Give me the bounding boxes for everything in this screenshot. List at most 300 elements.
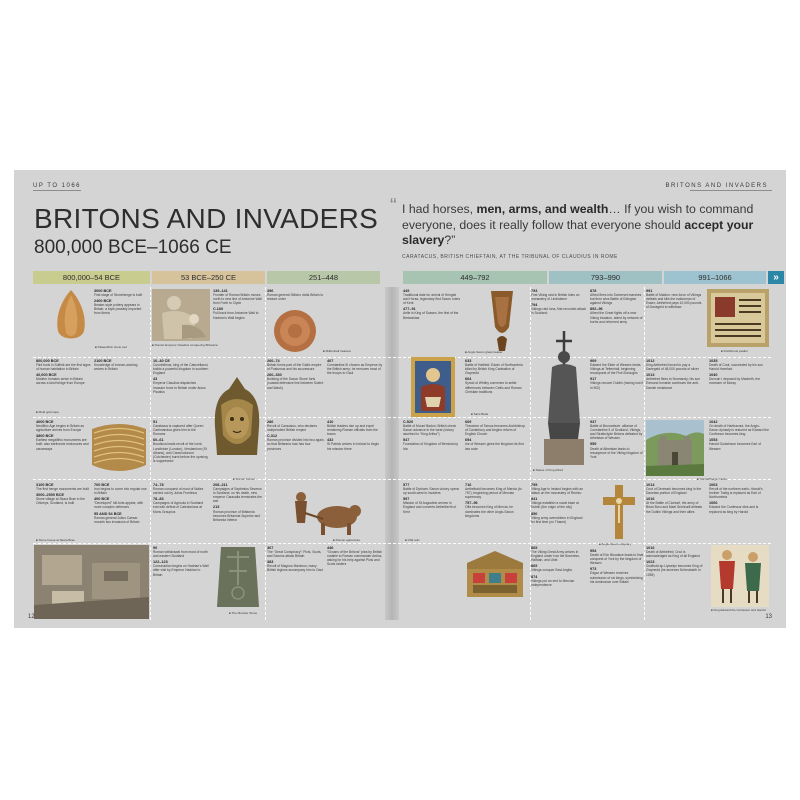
timeline-entry: [94, 359, 148, 371]
entry-text: At the Battle of Clontarf, the army of Brian Boru and Mael Sechnaill defeats the Dublin Vikings and their allies: [646, 501, 703, 514]
entry-text: Edgar of Wessex receives submission of six kings, symbolizing his dominance over Britain: [590, 571, 643, 584]
entry-text: Roman province divided into two again, so that Britannia now has four provinces: [267, 438, 325, 451]
timeline-entry: [646, 483, 704, 495]
entry-date: 260–330: [267, 373, 282, 378]
timeline-cell: [646, 289, 704, 353]
timeline-entry: [327, 438, 383, 450]
timeline-entry: [590, 359, 644, 375]
timeline-entry: [646, 373, 704, 389]
timeline-cell: [267, 420, 325, 478]
timeline-entry: [153, 546, 209, 558]
entry-text: Building of the Saxon Shore forts (coastal defensive line between Solent and Wash): [267, 377, 324, 390]
entry-text: Modern humans arrive in Britain across a land bridge from Europe: [36, 377, 85, 386]
timeline-cell: [327, 546, 383, 616]
timeline-cell: [327, 420, 383, 478]
entry-text: Ine of Wessex gives the kingdom its first law code: [465, 442, 524, 451]
timeline-cell: [590, 420, 644, 478]
entry-date: 991: [646, 289, 653, 293]
entry-text: Vikings raid Iona, first recorded attack in Scotland: [531, 307, 587, 316]
timeline-entry: [531, 289, 587, 301]
timeline-entry: [403, 497, 461, 513]
entry-date: 917: [590, 377, 597, 382]
image-caption: ■ Mold gold cape: [36, 410, 59, 414]
timeline-cell: [94, 483, 148, 543]
timeline-cell: [267, 546, 325, 616]
timeline-cell: [590, 359, 644, 417]
timeline-entry: [213, 505, 265, 521]
timeline-entry: [590, 377, 644, 389]
entry-text: St Patrick arrives in Ireland to begin his mission there: [327, 442, 380, 451]
timeline-entry: [36, 373, 91, 385]
page-title: BRITONS AND INVADERS: [34, 203, 379, 234]
timeline-cell: [646, 483, 704, 543]
timeline-cell: [327, 359, 383, 417]
entry-text: Battle of Maldon: new force of Vikings defeats and kills the ealdorman of Essex; Aethelred pays 10,000 pounds of Danegeld to withdraw: [646, 293, 702, 310]
entry-date: 260–74: [267, 359, 280, 363]
period-band: [403, 271, 547, 284]
timeline-entry: [646, 546, 704, 558]
entry-text: Aethelred flees to Normandy; his son Edmund Ironside continues the anti-Danish resistance: [646, 377, 701, 390]
timeline-entry: [709, 373, 769, 385]
timeline-entry: [590, 307, 644, 323]
image-caption: ■ Anglo-Saxon glass beaker: [465, 350, 503, 354]
timeline-entry: [153, 420, 209, 436]
entry-date: 850: [531, 511, 538, 516]
entry-date: 410: [327, 420, 334, 424]
entry-text: Roman conquest of most of Wales carried out by Julius Frontinus: [153, 487, 204, 496]
timeline-cell: [531, 483, 587, 543]
timeline-cell: [403, 289, 461, 349]
entry-date: 122–123: [153, 560, 168, 565]
castle-image: [646, 420, 704, 476]
skara-brae-image: [34, 545, 149, 619]
period-label: 251–448: [308, 273, 339, 282]
entry-date: 2100 BCE: [94, 359, 112, 363]
entry-text: British leaders rise up and expel remaining Roman officials from the towns: [327, 424, 378, 437]
timeline-cell: [153, 359, 209, 417]
timeline-cell: [465, 420, 527, 478]
entry-text: Construction begins on Hadrian’s Wall after visit by Emperor Hadrian to Britain: [153, 564, 209, 577]
timeline-entry: [267, 434, 325, 450]
carved-stone-image: [213, 545, 263, 609]
timeline-entry: [36, 483, 91, 491]
entry-text: Edward the Confessor dies and is replaced as king by Harold: [709, 505, 759, 514]
entry-date: C.312: [267, 434, 278, 439]
entry-text: Cunobelinus, king of the Catuvellauni, builds a powerful kingdom in southern England: [153, 363, 209, 376]
image-caption: ■ Roman Emperor Claudius conquering Britannia: [152, 343, 218, 347]
timeline-entry: [709, 501, 769, 513]
entry-text: Beaker-style pottery appears in Britain, a style possibly imported from Iberia: [94, 303, 142, 316]
entry-text: Theodore of Tarsus becomes Archbishop of Canterbury and begins reform of English Church: [465, 424, 525, 437]
entry-text: “Groans of the Britons” plea by British notable to Roman commander Aetius, asking for his help against Picts and Scots raiders: [327, 550, 383, 567]
timeline-cell: [465, 483, 527, 541]
entry-date: 1063: [709, 483, 718, 487]
entry-date: 3000–2500 BCE: [36, 493, 65, 498]
entry-text: Boudicca leads revolt of the Iceni; Londinium (London), Verulamium (St Albans), and Camulodunum (Colchester) burnt before the uprising is suppressed: [153, 442, 208, 463]
entry-date: 1023: [646, 560, 655, 565]
timeline-entry: [213, 289, 265, 305]
entry-text: Traditional date for arrival of Hengist and Horsa, legendary first Saxon rulers of Kent: [403, 293, 461, 306]
timeline-entry: [267, 289, 325, 301]
entry-date: 3100 BCE: [36, 483, 54, 487]
timeline-cell: [709, 359, 769, 417]
entry-date: 800,000 BCE: [36, 359, 59, 363]
timeline-entry: [403, 438, 461, 450]
timeline-entry: [327, 359, 383, 375]
column-divider: [644, 287, 645, 620]
entry-date: 878: [590, 289, 597, 293]
entry-date: 664: [465, 377, 472, 382]
quote-open-mark: “: [390, 195, 397, 217]
entry-text: King Aethelred forced to pay a Danegeld of 48,000 pounds of silver: [646, 363, 699, 372]
timeline-cell: [94, 359, 148, 415]
entry-date: 1066: [709, 501, 718, 506]
flint-handaxe-image: [51, 289, 91, 343]
timeline-entry: [465, 377, 527, 393]
row-divider: [33, 479, 771, 480]
entry-text: The Viking Great Army arrives in England under Ivar the Boneless, Halfdan, and Ubbi: [531, 550, 580, 563]
entry-text: Campaigns of Agricola in Scotland end with defeat of Caledonians at Mons Graupius: [153, 501, 204, 514]
entry-date: 547: [403, 438, 410, 443]
timeline-cell: [267, 289, 325, 309]
entry-date: 795: [531, 483, 538, 487]
timeline-entry: [531, 546, 587, 562]
entry-text: Death of Cnut, succeeded by his son Harold Harefoot: [709, 363, 763, 372]
timeline-entry: [465, 438, 527, 450]
entry-date: 432: [327, 438, 334, 443]
entry-date: 865: [531, 546, 538, 550]
entry-date: 1040: [709, 373, 718, 378]
entry-text: Battle of Dyrham: Saxon victory opens up south-west to invaders: [403, 487, 460, 496]
entry-date: 446: [327, 546, 334, 550]
entry-text: Vikings conquer East Anglia: [531, 568, 572, 573]
timeline-entry: [590, 420, 644, 440]
timeline-cell: [153, 546, 209, 616]
entry-date: 449: [403, 289, 410, 293]
timeline-entry: [531, 564, 587, 572]
row-divider: [33, 357, 771, 358]
period-label: 991–1066: [698, 273, 732, 282]
entry-date: 954: [590, 549, 597, 553]
period-band: [664, 271, 766, 284]
entry-date: 43: [153, 377, 158, 382]
timeline-entry: [403, 307, 461, 319]
entry-text: Synod of Whitby convenes to settle differences between Celtic and Roman Christian traditions: [465, 381, 522, 394]
entry-text: Aelle is King of Sussex, the first of the Bretwaldas: [403, 311, 459, 320]
entry-date: 869: [531, 564, 538, 569]
entry-text: Revolt of Carausius, who declares independent British empire: [267, 424, 318, 433]
entry-text: Pull back from Antonine Wall to Hadrian’s Wall begins: [213, 311, 259, 320]
entry-date: 1035: [709, 359, 718, 363]
entry-text: Frontier of Roman Britain moves north to new line of Antonine Wall from Forth to Clyde: [213, 293, 262, 306]
entry-date: 1053: [709, 438, 718, 443]
timeline-entry: [403, 420, 461, 436]
quote-text: … If you wish to command everyone, does it really follow that everyone should: [402, 202, 754, 232]
continue-arrow-icon: »: [768, 271, 784, 284]
entry-text: Harold Godwinson becomes Earl of Wessex: [709, 442, 761, 451]
timeline-entry: [590, 289, 644, 305]
entry-date: 51: [153, 420, 158, 424]
entry-date: 10–40 CE: [153, 359, 170, 363]
entry-text: Duncan I deposed by Macbeth, the mormaer of Moray: [709, 377, 761, 386]
entry-text: Vikings recover Dublin (having lost it in 902): [590, 381, 644, 390]
timeline-entry: [153, 560, 209, 576]
column-divider: [150, 287, 151, 620]
manuscript-image: [707, 289, 769, 347]
period-label: 793–990: [590, 273, 621, 282]
alfred-statue-image: [530, 327, 594, 467]
image-caption: ■ Saint Bede: [471, 412, 488, 416]
timeline-entry: [709, 483, 769, 499]
entry-text: Roman general Julius Caesar mounts two invasions of Britain: [94, 515, 140, 524]
image-caption: ■ Palaeolithic stone tool: [95, 345, 127, 349]
entry-text: Battle of Brunanburh: alliance of Constantine II of Scotland, Vikings, and Strathclyde Britons defeated by Athelstan of Wessex: [590, 424, 643, 441]
timeline-grid: [33, 287, 771, 620]
quote-text: ?”: [444, 233, 456, 247]
image-caption: ■ Dunstaffnage Castle: [697, 477, 727, 481]
image-caption: ■ King Edward the Confessor and Harold: [711, 608, 766, 612]
entry-date: 973: [590, 567, 597, 572]
timeline-cell: [153, 420, 209, 480]
entry-date: 208–211: [213, 483, 228, 487]
period-band: [549, 271, 662, 284]
timeline-entry: [590, 549, 644, 565]
entry-date: 841: [531, 497, 538, 502]
timeline-entry: [465, 359, 527, 375]
gold-cape-image: [88, 419, 150, 477]
entry-text: Battle of Mount Badon; British check Saxon advance in the west (victory ascribed to “King Arthur”): [403, 424, 457, 437]
timeline-cell: [531, 289, 587, 329]
entry-text: Foundation of Kingdom of Bernicia by Ida: [403, 442, 458, 451]
timeline-entry: [213, 483, 265, 503]
entry-date: C.520: [403, 420, 414, 424]
entry-date: 669: [465, 420, 472, 424]
entry-text: Death of Aethelred; Cnut is acknowledged as King of all England: [646, 550, 700, 559]
timeline-entry: [646, 359, 704, 371]
image-caption: ■ Roman helmet: [233, 477, 255, 481]
quote-text: I had horses,: [402, 202, 477, 216]
entry-date: 716: [465, 483, 472, 487]
entry-date: 367: [267, 546, 274, 550]
entry-date: 1016: [646, 497, 655, 502]
timeline-cell: [213, 483, 265, 541]
page-number-right: 13: [765, 614, 772, 620]
entry-date: 794: [531, 303, 538, 308]
entry-text: Aethelbald becomes King of Mercia (to 757), beginning period of Mercian supremacy: [465, 487, 522, 500]
entry-date: 874: [531, 574, 538, 579]
saint-bede-image: [411, 357, 455, 417]
image-caption: ■ Anglo-Saxon reliquary: [599, 542, 631, 546]
timeline-entry: [709, 438, 769, 450]
entry-date: 383: [267, 560, 274, 565]
entry-text: Mission of St Augustine arrives in England and converts Aethelberht of Kent: [403, 501, 457, 514]
timeline-entry: [267, 546, 325, 558]
entry-text: Stone village at Skara Brae in the Orkneys, Scotland, is built: [36, 497, 85, 506]
entry-date: 2400 BCE: [94, 299, 112, 304]
timeline-cell: [153, 483, 209, 541]
entry-text: Alfred flees into Somerset marshes but then wins Battle of Edington against Vikings: [590, 293, 642, 306]
entry-text: Edward the Elder of Wessex beats Vikings at Tettenhall, beginning reconquest of the Five Boroughs: [590, 363, 641, 376]
column-divider: [265, 287, 266, 620]
reliquary-casket-image: [463, 549, 527, 601]
entry-text: Viking Age in Ireland begins with an attack on the monastery of Rechru: [531, 487, 583, 496]
timeline-cell: [590, 549, 644, 617]
quote-emphasis: men, arms, and wealth: [476, 202, 609, 216]
timeline-cell: [531, 546, 587, 616]
timeline-cell: [36, 420, 91, 478]
period-label: 53 BCE–250 CE: [180, 273, 237, 282]
entry-date: 937: [590, 420, 597, 424]
reliquary-cross-image: [599, 483, 639, 541]
entry-date: 40,000 BCE: [36, 373, 57, 378]
entry-text: The first henge monuments are built: [36, 487, 89, 492]
timeline-entry: [531, 512, 587, 524]
timeline-entry: [327, 546, 383, 566]
timeline-entry: [213, 307, 265, 319]
entry-text: Roman general Stilicho visits Britain to restore order: [267, 293, 324, 302]
timeline-entry: [327, 420, 383, 436]
entry-text: Death of Eric Bloodaxe leads to final conquest of York by the kingdom of Wessex: [590, 553, 644, 566]
period-band: [152, 271, 265, 284]
entry-text: Vikings establish a naval base at Dublin (the origin of the city): [531, 501, 579, 510]
entry-date: 139–141: [213, 289, 228, 293]
entry-date: 577: [403, 483, 410, 487]
image-caption: ■ Roman agriculture: [333, 538, 360, 542]
timeline-entry: [36, 359, 91, 371]
image-caption: ■ Statue of King Alfred: [533, 468, 563, 472]
timeline-cell: [709, 420, 769, 476]
timeline-cell: [267, 359, 325, 417]
timeline-entry: [153, 377, 209, 393]
timeline-cell: [709, 483, 769, 543]
entry-text: Alfred the Great fights off a new Viking invasion, aided by network of burhs and reformed army: [590, 311, 643, 324]
entry-date: 407: [327, 359, 334, 363]
timeline-cell: [36, 359, 91, 415]
timeline-cell: [465, 359, 527, 415]
timeline-entry: [403, 289, 461, 305]
timeline-entry: [153, 438, 209, 463]
entry-text: Death of Athelstan leads to resurgence of the Viking kingdom of York: [590, 446, 643, 459]
entry-text: First Viking raid in British Isles on monastery of Lindisfarne: [531, 293, 580, 302]
timeline-cell: [94, 289, 148, 344]
timeline-entry: [646, 289, 704, 309]
image-caption: ■ Mildenhall treasure: [323, 349, 351, 353]
entry-text: Earliest megalithic monuments are built; also earthwork enclosures and causeways: [36, 438, 89, 451]
entry-text: Knowledge of bronze-working arrives in Britain: [94, 363, 138, 372]
entry-date: 3000 BCE: [94, 289, 112, 293]
entry-text: Offa becomes King of Mercia; he dominates the other Anglo-Saxon kingdoms: [465, 505, 514, 518]
timeline-entry: [94, 299, 148, 315]
entry-date: 1042: [709, 420, 718, 424]
timeline-cell: [646, 359, 704, 417]
entry-text: Cnut of Denmark becomes king in the Danelaw portion of England: [646, 487, 702, 496]
entry-date: 396: [267, 289, 274, 293]
timeline-entry: [94, 483, 148, 495]
period-band: [33, 271, 150, 284]
entry-date: 3800 BCE: [36, 434, 54, 439]
timeline-entry: [465, 420, 527, 436]
entry-date: 400 BCE: [94, 497, 110, 502]
entry-date: 959: [590, 442, 597, 447]
entry-date: 694: [465, 438, 472, 443]
roman-sculpture-image: [152, 289, 210, 341]
spine-gutter: [385, 287, 399, 620]
timeline-cell: [36, 483, 91, 543]
period-band: [267, 271, 380, 284]
timeline-entry: [267, 373, 325, 389]
row-divider: [33, 417, 771, 418]
timeline-entry: [94, 289, 148, 297]
entry-date: 477–91: [403, 307, 416, 312]
entry-text: Roman province of Britannia becomes Britannia Superior and Britannia Inferior: [213, 509, 261, 522]
timeline-entry: [267, 359, 325, 371]
entry-text: The “Great Conspiracy”: Picts, Scots, and Saxons attack Britain: [267, 550, 322, 559]
timeline-entry: [465, 483, 527, 499]
image-caption: ■ Offa relic: [405, 538, 420, 542]
timeline-entry: [590, 442, 644, 458]
entry-text: First stage of Stonehenge is built: [94, 293, 143, 298]
right-header-rule: [690, 190, 772, 191]
entry-text: Flint tools in Suffolk are the first signs of human habitation in Britain: [36, 363, 91, 372]
timeline-entry: [531, 575, 587, 587]
entry-text: On death of Harthacnut, the Anglo-Saxon dynasty is restored as Edward the Confessor becomes king: [709, 424, 769, 437]
timeline-cell: [403, 483, 461, 541]
left-header-rule: [33, 190, 81, 191]
entry-date: 1013: [646, 373, 655, 378]
page-subtitle: 800,000 BCE–1066 CE: [34, 237, 232, 258]
timeline-entry: [531, 303, 587, 315]
entry-date: 55 AND 54 BCE: [94, 511, 122, 516]
timeline-entry: [36, 434, 91, 450]
tapestry-figures-image: [711, 545, 769, 607]
entry-text: Britain forms part of the Gallic empire of Postumus and his successors: [267, 363, 322, 372]
row-divider: [33, 543, 771, 544]
timeline-entry: [153, 359, 209, 375]
entry-date: C.160: [213, 307, 224, 312]
entry-date: 90: [153, 546, 158, 550]
timeline-entry: [267, 420, 325, 432]
entry-date: 213: [213, 505, 220, 510]
entry-date: 286: [267, 420, 274, 424]
entry-date: 1016: [646, 546, 655, 550]
timeline-entry: [36, 493, 91, 505]
entry-text: Campaigns of Septimius Severus in Scotland; on his death, new emperor Caracalla terminates the war: [213, 487, 262, 504]
mildenhall-dish-image: [273, 309, 317, 353]
timeline-cell: [403, 420, 461, 478]
period-bands: [33, 271, 785, 284]
entry-date: 4000 BCE: [36, 420, 54, 424]
glass-beaker-image: [483, 289, 521, 353]
entry-text: Gruffudd ap Llywelyn becomes King of Gwynedd (he annexes Deheubarth in 1055): [646, 564, 703, 577]
roman-plough-image: [277, 483, 363, 539]
entry-text: Revolt of the northern earls; Harold’s brother Tostig is replaced as Earl of Northumbria: [709, 487, 763, 500]
timeline-entry: [709, 359, 769, 371]
book-spread: [14, 170, 786, 628]
entry-date: 597: [403, 497, 410, 502]
timeline-entry: [36, 420, 91, 432]
entry-text: Revolt of Magnus Maximus; many British legions accompany him to Gaul: [267, 564, 324, 573]
entry-date: 892–96: [590, 307, 603, 312]
timeline-cell: [646, 546, 704, 616]
entry-text: Emperor Claudius dispatches invasion force to Britain under Aulus Plautius: [153, 381, 206, 394]
image-caption: ■ Stone house at Skara Brae: [36, 538, 75, 542]
timeline-entry: [646, 560, 704, 576]
image-caption: ■ The Monster Stone: [229, 611, 257, 615]
entry-text: Viking army overwinters in England for first time (on Thanet): [531, 515, 583, 524]
entry-text: Constantine III chosen as Emperor by the British army; he removes most of the troops to Gaul: [327, 363, 383, 376]
timeline-entry: [709, 420, 769, 436]
timeline-entry: [465, 501, 527, 517]
